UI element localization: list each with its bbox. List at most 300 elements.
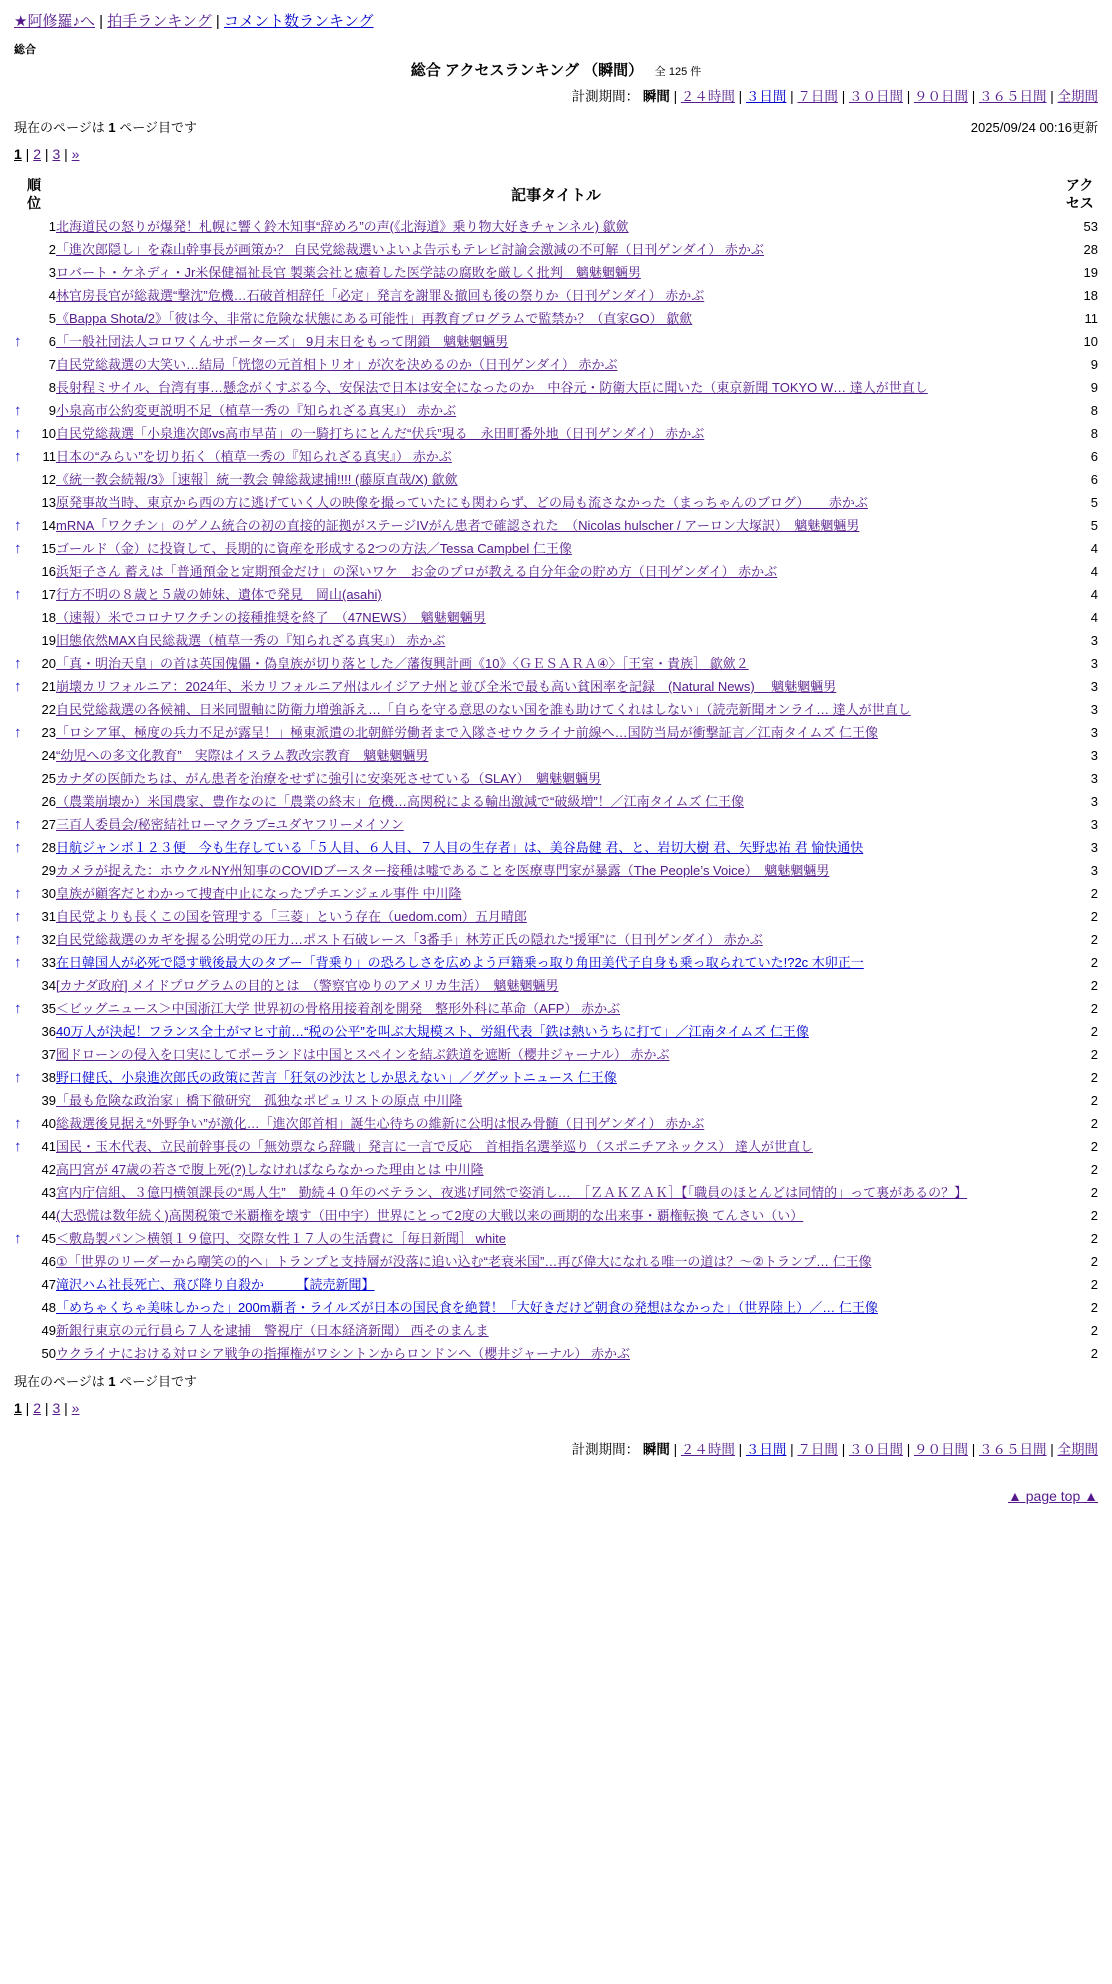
separator: | [21,1400,34,1416]
rank-up-icon: ↑ [14,1069,22,1086]
table-row [14,606,1098,629]
article-link[interactable]: 三百人委員会/秘密結社ローマクラブ=ユダヤフリーメイソン [56,817,404,832]
separator: | [41,1400,53,1416]
table-row [14,330,1098,353]
rank-up-icon [14,284,30,307]
rank-number: 35 [41,1001,56,1016]
rank-number: 4 [48,288,56,303]
access-count: 3 [1090,679,1098,694]
rank-number: 50 [41,1346,56,1361]
period-link[interactable]: ３０日間 [848,89,903,104]
table-row [14,813,1098,836]
access-count: 4 [1090,610,1098,625]
article-link[interactable]: 在日韓国人が必死で隠す戦後最大のタブー「背乗り」の恐ろしさを広めよう戸籍乗っ取り角田美代子自身も乗っ取られていた!?2c 木卯正一 [56,955,864,970]
article-link[interactable]: 日本の“みらい”を切り拓く（植草一秀の『知られざる真実』） 赤かぶ [56,449,452,464]
article-link[interactable]: 滝沢ハム社長死亡、飛び降り自殺か 【読売新聞】 [56,1277,375,1292]
rank-number: 38 [41,1070,56,1085]
title-line [14,59,1098,80]
rank-number: 47 [41,1277,56,1292]
table-row [14,721,1098,744]
access-count: 2 [1090,1254,1098,1269]
period-selector-bottom [14,1438,1098,1458]
table-row [14,284,1098,307]
rank-number: 49 [41,1323,56,1338]
article-link[interactable]: 自民党よりも長くこの国を管理する「三菱」という存在（uedom.com）五月晴郎 [56,909,527,924]
page-top-link[interactable]: ▲ page top ▲ [1008,1488,1098,1504]
status-line-top [14,117,1098,136]
rank-number: 24 [41,748,56,763]
access-count: 3 [1090,794,1098,809]
rank-up-icon [14,1342,30,1365]
rank-up-icon [14,353,30,376]
rank-up-icon: ↑ [14,931,22,948]
rank-number: 18 [41,610,56,625]
access-count: 11 [1084,311,1098,326]
separator: | [967,89,979,104]
rank-number: 7 [48,357,56,372]
access-count: 2 [1090,909,1098,924]
article-link[interactable]: ウクライナにおける対ロシア戦争の指揮権がワシントンからロンドンへ（櫻井ジャーナル） 赤かぶ [56,1346,630,1361]
separator: | [211,13,224,30]
period-link[interactable]: ９０日間 [913,89,968,104]
article-link[interactable]: ＜敷島製パン＞横領１９億円、交際女性１７人の生活費に［毎日新聞］ white [56,1231,506,1246]
table-row [14,859,1098,882]
table-row [14,790,1098,813]
page-status-prefix: 現在のページは [14,1374,105,1389]
access-count: 2 [1090,1323,1098,1338]
access-count: 2 [1090,978,1098,993]
article-link[interactable]: 40万人が決起！フランス全土がマヒ寸前…“税の公平”を叫ぶ大規模スト、労組代表「鉄は熱いうちに打て」／江南タイムズ 仁王像 [56,1024,809,1039]
rank-up-icon [14,1204,30,1227]
table-row [14,1227,1098,1250]
table-row [14,1273,1098,1296]
rank-header: 順位 [26,177,41,211]
table-row [14,537,1098,560]
rank-number: 37 [41,1047,56,1062]
access-count: 6 [1090,472,1098,487]
article-link[interactable]: 崩壊カリフォルニア：2024年、米カリフォルニア州はルイジアナ州と並び全米で最も高い貧困率を記録 (Natural News) 魑魅魍魎男 [56,679,837,694]
article-link[interactable]: 総裁選後見据え“外野争い”が激化…「進次郎首相」誕生心待ちの維新に公明は恨み骨髄（日刊ゲンダイ） 赤かぶ [56,1116,705,1131]
rank-up-icon [14,698,30,721]
access-count: 19 [1083,265,1098,280]
rank-number: 39 [41,1093,56,1108]
article-link[interactable]: ロバート・ケネディ・Jr米保健福祉長官 製薬会社と癒着した医学誌の腐敗を厳しく批判 魑魅魍魎男 [56,265,641,280]
table-row [14,1296,1098,1319]
table-row [14,261,1098,284]
table-row [14,767,1098,790]
rank-up-icon: ↑ [14,655,22,672]
access-count: 2 [1090,1047,1098,1062]
access-count: 3 [1090,817,1098,832]
table-row [14,307,1098,330]
rank-number: 30 [41,886,56,901]
table-row [14,1250,1098,1273]
rank-number: 28 [41,840,56,855]
page-title: 総合 アクセスランキング （瞬間） [410,62,644,79]
separator: | [837,89,849,104]
period-link[interactable]: ２４時間 [680,1442,735,1457]
page-link[interactable]: 3 [52,146,61,162]
article-link[interactable]: (大恐慌は数年続く)高関税策で米覇権を壊す（田中宇）世界にとって2度の大戦以来の画期的な出来事・覇権転換 てんさい（い） [56,1208,804,1223]
access-count: 2 [1090,955,1098,970]
rank-up-icon: ↑ [14,908,22,925]
rank-number: 46 [41,1254,56,1269]
article-link[interactable]: 野口健氏、小泉進次郎氏の政策に苦言「狂気の沙汰としか思えない」／ググットニュース 仁王像 [56,1070,617,1085]
rank-number: 12 [41,472,56,487]
rank-up-icon: ↑ [14,839,22,856]
table-row [14,399,1098,422]
rank-up-icon: ↑ [14,517,22,534]
article-link[interactable]: 行方不明の８歳と５歳の姉妹、遺体で発見 岡山(asahi) [56,587,382,602]
table-row [14,1020,1098,1043]
table-row [14,514,1098,537]
article-link[interactable]: ＜ビッグニュース＞中国浙江大学 世界初の骨格用接着剤を開発 整形外科に革命（AFP） 赤かぶ [56,1001,621,1016]
access-count: 9 [1090,357,1098,372]
article-link[interactable]: 自民党総裁選の大笑い…結局「恍惚の元首相トリオ」が次を決めるのか（日刊ゲンダイ） 赤かぶ [56,357,618,372]
separator: | [41,146,53,162]
access-count: 3 [1090,840,1098,855]
article-link[interactable]: カメラが捉えた：ホウクルNY州知事のCOVIDブースター接種は嘘であることを医療専門家が暴露（The People’s Voice） 魑魅魍魎男 [56,863,830,878]
rank-number: 31 [41,909,56,924]
article-link[interactable]: 日航ジャンボ１２３便 今も生存している「５人目、６人目、７人目の生存者」は、美谷島健 君、と、岩切大樹 君、矢野忠祐 君 愉快通快 [56,840,864,855]
rank-up-icon: ↑ [14,540,22,557]
rank-number: 9 [48,403,56,418]
rank-number: 10 [41,426,56,441]
rank-number: 25 [41,771,56,786]
rank-up-icon [14,1181,30,1204]
page-link[interactable]: 2 [33,146,42,162]
rank-number: 44 [41,1208,56,1223]
page-link[interactable]: » [71,1400,80,1416]
table-row [14,422,1098,445]
access-count: 2 [1090,1001,1098,1016]
rank-up-icon: ↑ [14,678,22,695]
separator: | [786,1442,798,1457]
rank-up-icon [14,974,30,997]
separator: | [669,89,681,104]
page-link[interactable]: » [71,146,80,162]
article-link[interactable]: 北海道民の怒りが爆発！札幌に響く鈴木知事“辞めろ”の声(《北海道》乗り物大好きチャンネル) 歙歛 [56,219,629,234]
period-link[interactable]: ２４時間 [680,89,735,104]
article-link[interactable]: （農業崩壊か）米国農家、豊作なのに「農業の終末」危機…高関税による輸出激減で“破級増”！／江南タイムズ 仁王像 [56,794,745,809]
table-row [14,836,1098,859]
access-count: 3 [1090,748,1098,763]
access-count: 2 [1090,1139,1098,1154]
period-link[interactable]: ３０日間 [848,1442,903,1457]
article-link[interactable]: 林官房長官が総裁選“撃沈”危機…石破首相辞任「必定」発言を謝罪＆撤回も後の祭りか（日刊ゲンダイ） 赤かぶ [56,288,705,303]
rank-up-icon: ↑ [14,402,22,419]
access-count: 3 [1090,633,1098,648]
rank-number: 17 [41,587,56,602]
page-status-suffix: ページ目です [119,1374,197,1389]
page-status-prefix: 現在のページは [14,120,105,135]
table-row [14,238,1098,261]
table-row [14,744,1098,767]
access-count: 3 [1090,702,1098,717]
period-link: 瞬間 [642,89,670,104]
rank-number: 23 [41,725,56,740]
rank-number: 43 [41,1185,56,1200]
total-count: 全 125 件 [654,66,702,78]
access-count: 2 [1090,1231,1098,1246]
rank-up-icon [14,468,30,491]
article-link[interactable]: 浜矩子さん 蓄えは「普通預金と定期預金だけ」の深いワケ お金のプロが教える自分年金の貯め方（日刊ゲンダイ） 赤かぶ [56,564,778,579]
article-link[interactable]: 「ロシア軍、極度の兵力不足が露呈！」極東派遣の北朝鮮労働者まで入隊させウクライナ前線へ…国防当局が衝撃証言／江南タイムズ 仁王像 [56,725,878,740]
access-count: 2 [1090,1024,1098,1039]
rank-number: 2 [48,242,56,257]
category-label: 総合 [14,44,36,56]
access-count: 2 [1090,1277,1098,1292]
article-link[interactable]: 小泉高市公約変更説明不足（植草一秀の『知られざる真実』） 赤かぶ [56,403,457,418]
rank-number: 29 [41,863,56,878]
rank-number: 8 [48,380,56,395]
title-header: 記事タイトル [511,187,601,204]
article-link[interactable]: “幼児への多文化教育” 実際はイスラム教改宗教育 魑魅魍魎男 [56,748,429,763]
article-link[interactable]: 「めちゃくちゃ美味しかった」200m覇者・ライルズが日本の国民食を絶賛！「大好きだけど朝食の発想はなかった」（世界陸上）／… 仁王像 [56,1300,878,1315]
article-link[interactable]: 「真・明治天皇」の首は英国傀儡・偽皇族が切り落とした／藩復興計画《10》〈ＧＥＳＡＲＡ④〉［王室・貴族］ 歙歛２ [56,656,749,671]
page-link[interactable]: 3 [52,1400,61,1416]
article-link[interactable]: ①「世界のリーダーから嘲笑の的へ」トランプと支持層が没落に追い込む“老衰米国”…再び偉大になれる唯一の道は？～②トランプ… 仁王像 [56,1254,872,1269]
table-row [14,215,1098,238]
access-count: 28 [1083,242,1098,257]
access-count: 5 [1090,495,1098,510]
table-row [14,629,1098,652]
rank-number: 1 [48,219,56,234]
rank-number: 32 [41,932,56,947]
rank-up-icon [14,790,30,813]
table-row [14,1342,1098,1365]
table-row [14,1158,1098,1181]
rank-up-icon: ↑ [14,448,22,465]
access-count: 4 [1090,564,1098,579]
access-count: 53 [1083,219,1098,234]
rank-number: 33 [41,955,56,970]
access-count: 6 [1090,449,1098,464]
period-link[interactable]: ３６５日間 [978,89,1047,104]
period-link[interactable]: ７日間 [797,89,838,104]
article-link[interactable]: ゴールド（金）に投資して、長期的に資産を形成する2つの方法／Tessa Campbel 仁王像 [56,541,572,556]
rank-up-icon: ↑ [14,586,22,603]
separator: | [1046,89,1058,104]
separator: | [902,1442,914,1457]
rank-number: 15 [41,541,56,556]
separator: | [94,13,108,30]
rank-up-icon [14,1250,30,1273]
rank-up-icon: ↑ [14,425,22,442]
table-row [14,445,1098,468]
rank-number: 21 [41,679,56,694]
access-count: 4 [1090,541,1098,556]
article-link[interactable]: 囮ドローンの侵入を口実にしてポーランドは中国とスペインを結ぶ鉄道を遮断（櫻井ジャーナル） 赤かぶ [56,1047,670,1062]
rank-up-icon: ↑ [14,1000,22,1017]
table-row [14,1043,1098,1066]
separator: | [60,146,72,162]
separator: | [1046,1442,1058,1457]
article-link[interactable]: 皇族が顧客だとわかって捜査中止になったプチエンジェル事件 中川隆 [56,886,462,901]
rank-up-icon: ↑ [14,724,22,741]
nav-link[interactable]: コメント数ランキング [223,13,374,30]
period-link[interactable]: ９０日間 [913,1442,968,1457]
rank-up-icon: ↑ [14,885,22,902]
article-link[interactable]: mRNA「ワクチン」のゲノム統合の初の直接的証拠がステージIVがん患者で確認された （Nicolas hulscher / アーロン大塚訳） 魑魅魍魎男 [56,518,860,533]
separator: | [21,146,34,162]
access-count: 2 [1090,1185,1098,1200]
rank-up-icon [14,215,30,238]
table-row [14,997,1098,1020]
article-link[interactable]: 高円宮が 47歳の若さで腹上死(?)しなければならなかった理由とは 中川隆 [56,1162,484,1177]
access-header: アクセス [1065,177,1094,211]
access-count: 2 [1090,886,1098,901]
access-count: 10 [1083,334,1098,349]
rank-up-icon [14,1273,30,1296]
access-count: 8 [1090,403,1098,418]
rank-up-icon [14,261,30,284]
rank-up-icon: ↑ [14,1115,22,1132]
page-link[interactable]: 2 [33,1400,42,1416]
table-row [14,882,1098,905]
rank-up-icon [14,606,30,629]
rank-up-icon [14,376,30,399]
table-row [14,1135,1098,1158]
table-row [14,675,1098,698]
rank-up-icon [14,1020,30,1043]
rank-up-icon [14,307,30,330]
access-count: 2 [1090,1116,1098,1131]
page-link: 1 [14,1400,22,1416]
pagination-top [14,146,1098,162]
table-row [14,560,1098,583]
pagination-bottom [14,1400,1098,1416]
article-link[interactable]: 「進次郎隠し」を森山幹事長が画策か？ 自民党総裁選いよいよ告示もテレビ討論会激減の不可解（日刊ゲンダイ） 赤かぶ [56,242,764,257]
table-row [14,974,1098,997]
updated-timestamp: 2025/09/24 00:16更新 [970,120,1098,135]
access-count: 2 [1090,1208,1098,1223]
article-link[interactable]: カナダの医師たちは、がん患者を治療をせずに強引に安楽死させている（SLAY） 魑魅魍魎男 [56,771,602,786]
period-label: 計測期間： [571,1442,640,1457]
article-link[interactable]: 「一般社団法人コロワくんサポーターズ」 9月末日をもって閉鎖 魑魅魍魎男 [56,334,509,349]
period-selector-top [14,85,1098,105]
rank-up-icon [14,1043,30,1066]
table-row [14,652,1098,675]
rank-up-icon [14,238,30,261]
rank-number: 20 [41,656,56,671]
page-status-suffix: ページ目です [119,120,197,135]
rank-number: 13 [41,495,56,510]
rank-number: 27 [41,817,56,832]
table-row [14,468,1098,491]
period-link[interactable]: 全期間 [1057,1442,1098,1457]
article-link[interactable]: [カナダ政府] メイドプログラムの目的とは （警察官ゆりのアメリカ生活） 魑魅魍魎男 [56,978,559,993]
access-count: 3 [1090,771,1098,786]
table-row [14,1181,1098,1204]
rank-number: 26 [41,794,56,809]
table-row [14,1204,1098,1227]
article-link[interactable]: （速報）米でコロナワクチンの接種推奨を終了 （47NEWS） 魑魅魍魎男 [56,610,486,625]
period-label: 計測期間： [571,89,640,104]
separator: | [837,1442,849,1457]
rank-up-icon [14,744,30,767]
period-link[interactable]: ３６５日間 [978,1442,1047,1457]
table-row [14,1112,1098,1135]
table-row [14,698,1098,721]
rank-number: 16 [41,564,56,579]
access-count: 2 [1090,1346,1098,1361]
rank-up-icon [14,1296,30,1319]
rank-number: 22 [41,702,56,717]
table-row [14,583,1098,606]
rank-number: 3 [48,265,56,280]
access-count: 3 [1090,863,1098,878]
rank-number: 5 [48,311,56,326]
table-row [14,491,1098,514]
rank-up-icon: ↑ [14,816,22,833]
rank-number: 42 [41,1162,56,1177]
rank-up-icon [14,491,30,514]
access-count: 2 [1090,932,1098,947]
table-row [14,353,1098,376]
rank-number: 41 [41,1139,56,1154]
rank-up-icon: ↑ [14,954,22,971]
article-link[interactable]: 旧態依然MAX自民総裁選（植草一秀の『知られざる真実』） 赤かぶ [56,633,446,648]
table-row [14,376,1098,399]
article-link[interactable]: 国民・玉木代表、立民前幹事長の「無効票なら辞職」発言に一言で反応 首相指名選挙巡り（スポニチアネックス） 達人が世直し [56,1139,813,1154]
article-link[interactable]: 原発事故当時、東京から西の方に逃げていく人の映像を撮っていたにも関わらず、どの局も流さなかった（まっちゃんのブログ） 赤かぶ [56,495,868,510]
period-link[interactable]: ３日間 [745,1442,787,1457]
site-nav [14,10,1098,31]
rank-up-icon [14,1089,30,1112]
access-count: 2 [1090,1070,1098,1085]
article-link[interactable]: 《Bappa Shota/2》「彼は今、非常に危険な状態にある可能性」再教育プログラムで監禁か？（直家GO） 歙歛 [56,311,693,326]
article-link[interactable]: 自民党総裁選「小泉進次郎vs高市早苗」の一騎打ちにとんだ“伏兵”現る 永田町番外地（日刊ゲンダイ） 赤かぶ [56,426,705,441]
article-link[interactable]: 自民党総裁選のカギを握る公明党の圧力…ポスト石破レース「3番手」林芳正氏の隠れた“援軍”に（日刊ゲンダイ） 赤かぶ [56,932,763,947]
article-link[interactable]: 新銀行東京の元行員ら７人を逮捕 警視庁（日本経済新聞） 西そのまんま [56,1323,489,1338]
article-link[interactable]: 《統一教会続報/3》［速報］統一教会 韓総裁逮捕!!!! (藤原直哉/X) 歙歛 [56,472,458,487]
rank-number: 45 [41,1231,56,1246]
page-status [14,117,197,136]
table-row [14,951,1098,974]
article-link[interactable]: 長射程ミサイル、台湾有事…懸念がくすぶる今、安保法で日本は安全になったのか 中谷元・防衛大臣に聞いた（東京新聞 TOKYO W… 達人が世直し [56,380,928,395]
separator: | [60,1400,72,1416]
ranking-table [14,174,1098,1365]
nav-link[interactable]: ★阿修羅♪へ [14,13,95,30]
rank-up-icon [14,767,30,790]
rank-up-icon [14,859,30,882]
rank-number: 11 [42,449,56,464]
article-link[interactable]: 自民党総裁選の各候補、日米同盟軸に防衛力増強訴え…「自らを守る意思のない国を誰も助けてくれはしない」（読売新聞オンライ… 達人が世直し [56,702,911,717]
nav-link[interactable]: 拍手ランキング [107,13,212,30]
page-status-bottom [14,1371,1098,1390]
separator: | [734,89,746,104]
rank-number: 6 [48,334,56,349]
period-link[interactable]: ７日間 [797,1442,838,1457]
rank-number: 14 [41,518,56,533]
separator: | [902,89,914,104]
separator: | [669,1442,681,1457]
period-link[interactable]: 全期間 [1057,89,1098,104]
access-count: 9 [1090,380,1098,395]
rank-number: 19 [41,633,56,648]
period-link: 瞬間 [642,1442,670,1457]
period-link[interactable]: ３日間 [745,89,787,104]
article-link[interactable]: 「最も危険な政治家」橋下徹研究 孤独なポピュリストの原点 中川隆 [56,1093,463,1108]
access-count: 2 [1090,1093,1098,1108]
article-link[interactable]: 宮内庁信組、３億円横領課長の“馬人生” 勤続４０年のベテラン、夜逃げ同然で姿消し… ［ＺＡＫＺＡＫ］【「職員のほとんどは同情的」って裏があるの？】 [56,1185,968,1200]
page-link: 1 [14,146,22,162]
ranking-rows [14,215,1098,1365]
rank-number: 48 [41,1300,56,1315]
rank-up-icon [14,1158,30,1181]
rank-number: 40 [41,1116,56,1131]
